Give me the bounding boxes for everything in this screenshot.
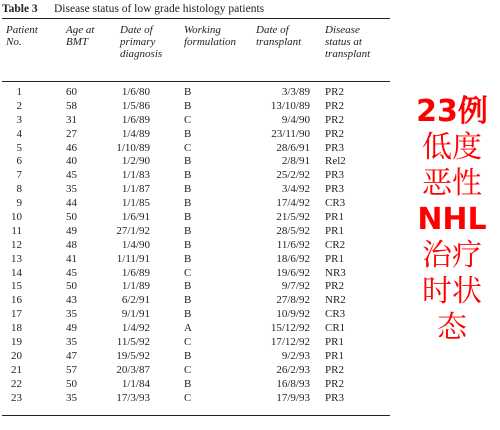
working-formulation-cell: B — [184, 127, 192, 140]
diagnosis-date-cell: 19/5/92 — [116, 349, 150, 362]
side-annotation-line: NHL — [417, 202, 487, 237]
table-row — [2, 211, 390, 225]
disease-status-cell: PR3 — [325, 183, 344, 196]
patient-no-cell: 14 — [11, 266, 22, 279]
working-formulation-cell: B — [184, 155, 192, 168]
age-cell: 48 — [66, 238, 77, 251]
disease-status-cell: PR2 — [325, 99, 344, 112]
age-cell: 46 — [66, 141, 77, 154]
transplant-date-cell: 17/4/92 — [276, 197, 310, 210]
age-cell: 57 — [66, 363, 77, 376]
working-formulation-cell: B — [184, 349, 192, 362]
transplant-date-cell: 19/6/92 — [276, 266, 310, 279]
transplant-date-cell: 11/6/92 — [276, 238, 310, 251]
diagnosis-date-cell: 20/3/87 — [116, 363, 150, 376]
working-formulation-cell: C — [184, 391, 192, 404]
table-row — [2, 183, 390, 197]
table-row — [2, 294, 390, 308]
transplant-date-cell: 17/12/92 — [270, 336, 310, 349]
patient-no-cell: 20 — [11, 349, 22, 362]
diagnosis-date-cell: 1/1/89 — [121, 280, 150, 293]
side-annotation-line: 时状 — [422, 274, 482, 309]
table-row — [2, 392, 390, 406]
transplant-date-cell: 9/4/90 — [281, 113, 310, 126]
disease-status-cell: NR3 — [325, 266, 346, 279]
bottom-rule — [2, 415, 390, 416]
transplant-date-cell: 23/11/90 — [271, 127, 310, 140]
patient-no-cell: 23 — [11, 391, 22, 404]
age-cell: 45 — [66, 169, 77, 182]
transplant-date-cell: 17/9/93 — [276, 391, 310, 404]
table-row — [2, 197, 390, 211]
age-cell: 31 — [66, 113, 77, 126]
disease-status-cell: PR1 — [325, 224, 344, 237]
table-row — [2, 86, 390, 100]
diagnosis-date-cell: 1/4/92 — [121, 322, 150, 335]
working-formulation-cell: B — [184, 252, 192, 265]
diagnosis-date-cell: 1/4/89 — [121, 127, 150, 140]
table-row — [2, 322, 390, 336]
working-formulation-cell: C — [184, 141, 192, 154]
disease-status-cell: CR3 — [325, 308, 346, 321]
table-row — [2, 280, 390, 294]
disease-status-cell: CR3 — [325, 197, 346, 210]
table-row — [2, 114, 390, 128]
disease-status-cell: PR2 — [325, 363, 344, 376]
diagnosis-date-cell: 1/2/90 — [121, 155, 150, 168]
disease-status-cell: PR1 — [325, 336, 344, 349]
working-formulation-cell: B — [184, 197, 192, 210]
age-cell: 45 — [66, 266, 77, 279]
working-formulation-cell: B — [184, 183, 192, 196]
table-row — [2, 253, 390, 267]
disease-status-cell: CR2 — [325, 238, 346, 251]
table-row — [2, 239, 390, 253]
table-row — [2, 336, 390, 350]
age-cell: 50 — [66, 280, 77, 293]
patient-no-cell: 12 — [11, 238, 22, 251]
age-cell: 43 — [66, 294, 77, 307]
age-cell: 27 — [66, 127, 77, 140]
side-annotation-line: 态 — [437, 310, 467, 345]
working-formulation-cell: C — [184, 336, 192, 349]
header-date-of-primary-diagnosis: Date of primary diagnosis — [120, 24, 163, 60]
table-row — [2, 308, 390, 322]
transplant-date-cell: 18/6/92 — [276, 252, 310, 265]
transplant-date-cell: 3/4/92 — [281, 183, 310, 196]
header-date-of-transplant: Date of transplant — [256, 24, 302, 48]
diagnosis-date-cell: 1/11/91 — [116, 252, 150, 265]
side-annotation — [404, 94, 500, 346]
side-annotation-line: 恶性 — [422, 166, 482, 201]
patient-no-cell: 19 — [11, 336, 22, 349]
table-row — [2, 364, 390, 378]
age-cell: 50 — [66, 377, 77, 390]
patient-no-cell: 9 — [16, 197, 22, 210]
working-formulation-cell: B — [184, 377, 192, 390]
patient-no-cell: 17 — [11, 308, 22, 321]
disease-status-cell: NR2 — [325, 294, 346, 307]
table-row — [2, 169, 390, 183]
table-row — [2, 155, 390, 169]
diagnosis-date-cell: 1/5/86 — [121, 99, 150, 112]
age-cell: 44 — [66, 197, 77, 210]
disease-status-cell: PR1 — [325, 349, 344, 362]
table-header — [2, 19, 390, 81]
diagnosis-date-cell: 17/3/93 — [116, 391, 150, 404]
working-formulation-cell: A — [184, 322, 192, 335]
table-row — [2, 100, 390, 114]
patient-no-cell: 6 — [16, 155, 22, 168]
transplant-date-cell: 21/5/92 — [276, 211, 310, 224]
side-annotation-line: 低度 — [422, 130, 482, 165]
diagnosis-date-cell: 1/1/85 — [121, 197, 150, 210]
transplant-date-cell: 27/8/92 — [276, 294, 310, 307]
working-formulation-cell: B — [184, 224, 192, 237]
transplant-date-cell: 28/5/92 — [276, 224, 310, 237]
working-formulation-cell: B — [184, 211, 192, 224]
working-formulation-cell: B — [184, 238, 192, 251]
table-row — [2, 378, 390, 392]
table-body — [2, 82, 390, 415]
patient-no-cell: 3 — [16, 113, 22, 126]
patient-no-cell: 8 — [16, 183, 22, 196]
working-formulation-cell: C — [184, 266, 192, 279]
working-formulation-cell: B — [184, 169, 192, 182]
disease-status-table — [2, 2, 390, 416]
patient-no-cell: 21 — [11, 363, 22, 376]
patient-no-cell: 1 — [16, 86, 22, 98]
table-number: Table 3 — [2, 3, 38, 15]
transplant-date-cell: 26/2/93 — [276, 363, 310, 376]
diagnosis-date-cell: 1/6/80 — [121, 86, 150, 98]
working-formulation-cell: B — [184, 294, 192, 307]
working-formulation-cell: B — [184, 99, 192, 112]
patient-no-cell: 7 — [16, 169, 22, 182]
transplant-date-cell: 16/8/93 — [276, 377, 310, 390]
patient-no-cell: 15 — [11, 280, 22, 293]
patient-no-cell: 10 — [11, 211, 22, 224]
diagnosis-date-cell: 11/5/92 — [116, 336, 150, 349]
transplant-date-cell: 25/2/92 — [276, 169, 310, 182]
patient-no-cell: 13 — [11, 252, 22, 265]
diagnosis-date-cell: 27/1/92 — [116, 224, 150, 237]
table-title: Disease status of low grade histology patients — [54, 3, 265, 15]
working-formulation-cell: B — [184, 280, 192, 293]
header-working-formulation: Working formulation — [184, 24, 236, 48]
disease-status-cell: PR2 — [325, 127, 344, 140]
age-cell: 35 — [66, 183, 77, 196]
age-cell: 40 — [66, 155, 77, 168]
age-cell: 49 — [66, 322, 77, 335]
patient-no-cell: 5 — [16, 141, 22, 154]
diagnosis-date-cell: 1/6/89 — [121, 113, 150, 126]
disease-status-cell: PR1 — [325, 211, 344, 224]
table-row — [2, 267, 390, 281]
transplant-date-cell: 2/8/91 — [281, 155, 310, 168]
disease-status-cell: CR1 — [325, 322, 346, 335]
diagnosis-date-cell: 6/2/91 — [121, 294, 150, 307]
table-row — [2, 128, 390, 142]
transplant-date-cell: 15/12/92 — [270, 322, 310, 335]
age-cell: 60 — [66, 86, 77, 98]
diagnosis-date-cell: 9/1/91 — [121, 308, 150, 321]
age-cell: 50 — [66, 211, 77, 224]
transplant-date-cell: 10/9/92 — [276, 308, 310, 321]
disease-status-cell: PR2 — [325, 377, 344, 390]
disease-status-cell: PR2 — [325, 280, 344, 293]
age-cell: 47 — [66, 349, 77, 362]
patient-no-cell: 4 — [16, 127, 22, 140]
disease-status-cell: PR3 — [325, 169, 344, 182]
age-cell: 35 — [66, 336, 77, 349]
table-row — [2, 350, 390, 364]
age-cell: 41 — [66, 252, 77, 265]
working-formulation-cell: C — [184, 113, 192, 126]
working-formulation-cell: B — [184, 86, 192, 98]
diagnosis-date-cell: 1/6/91 — [121, 211, 150, 224]
transplant-date-cell: 9/7/92 — [281, 280, 310, 293]
table-row — [2, 225, 390, 239]
header-age-at-bmt: Age at BMT — [66, 24, 95, 48]
transplant-date-cell: 28/6/91 — [276, 141, 310, 154]
disease-status-cell: PR2 — [325, 86, 344, 98]
age-cell: 49 — [66, 224, 77, 237]
age-cell: 35 — [66, 391, 77, 404]
patient-no-cell: 2 — [16, 99, 22, 112]
side-annotation-line: 治疗 — [422, 238, 482, 273]
diagnosis-date-cell: 1/4/90 — [121, 238, 150, 251]
transplant-date-cell: 9/2/93 — [281, 349, 310, 362]
disease-status-cell: Rel2 — [325, 155, 346, 168]
transplant-date-cell: 3/3/89 — [281, 86, 310, 98]
diagnosis-date-cell: 1/6/89 — [121, 266, 150, 279]
diagnosis-date-cell: 1/1/87 — [121, 183, 150, 196]
diagnosis-date-cell: 1/1/83 — [121, 169, 150, 182]
transplant-date-cell: 13/10/89 — [270, 99, 310, 112]
patient-no-cell: 22 — [11, 377, 22, 390]
diagnosis-date-cell: 1/1/84 — [121, 377, 150, 390]
patient-no-cell: 16 — [11, 294, 22, 307]
working-formulation-cell: B — [184, 308, 192, 321]
header-disease-status: Disease status at transplant — [325, 24, 371, 60]
diagnosis-date-cell: 1/10/89 — [116, 141, 150, 154]
patient-no-cell: 18 — [11, 322, 22, 335]
patient-no-cell: 11 — [11, 224, 22, 237]
age-cell: 35 — [66, 308, 77, 321]
disease-status-cell: PR2 — [325, 113, 344, 126]
side-annotation-line: 23例 — [416, 94, 488, 129]
working-formulation-cell: C — [184, 363, 192, 376]
disease-status-cell: PR3 — [325, 141, 344, 154]
table-row — [2, 142, 390, 156]
table-caption — [2, 2, 390, 18]
disease-status-cell: PR3 — [325, 391, 344, 404]
header-patient-no: Patient No. — [6, 24, 38, 48]
disease-status-cell: PR1 — [325, 252, 344, 265]
age-cell: 58 — [66, 99, 77, 112]
